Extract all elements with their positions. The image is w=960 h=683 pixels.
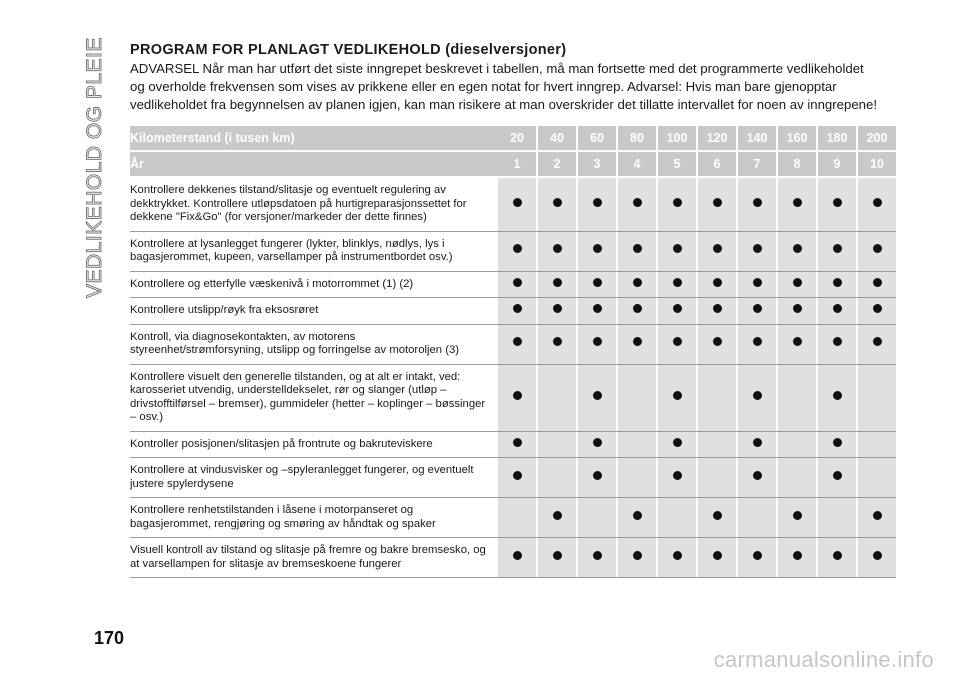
bullet-dot-icon: [553, 278, 562, 287]
bullet-dot-icon: [753, 278, 762, 287]
schedule-cell: [858, 498, 896, 538]
schedule-task-text: Kontrollere at lysanlegget fungerer (lykter, blinklys, nødlys, lys i bagasjerommet, kupeen, varsellamper på instrumentbordet osv.): [130, 232, 498, 272]
schedule-cell: [658, 498, 696, 538]
schedule-cell: [818, 432, 856, 459]
bullet-dot-icon: [833, 244, 842, 253]
schedule-cell: [698, 325, 736, 365]
bullet-dot-icon: [713, 337, 722, 346]
schedule-cell: [618, 178, 656, 232]
bullet-dot-icon: [553, 511, 562, 520]
schedule-row: [130, 432, 896, 459]
schedule-cell: [578, 365, 616, 432]
bullet-dot-icon: [833, 551, 842, 560]
schedule-cell: [698, 298, 736, 325]
bullet-dot-icon: [513, 471, 522, 480]
bullet-dot-icon: [873, 198, 882, 207]
bullet-dot-icon: [793, 551, 802, 560]
schedule-cell: [858, 458, 896, 498]
bullet-dot-icon: [633, 244, 642, 253]
bullet-dot-icon: [633, 304, 642, 313]
bullet-dot-icon: [713, 198, 722, 207]
schedule-cell: [498, 365, 536, 432]
mileage-header-row-cell: 40: [538, 126, 576, 152]
schedule-cell: [658, 272, 696, 299]
schedule-cell: [778, 432, 816, 459]
bullet-dot-icon: [513, 337, 522, 346]
year-header-row-cell: 6: [698, 152, 736, 178]
schedule-cell: [618, 232, 656, 272]
schedule-cell: [698, 272, 736, 299]
schedule-cell: [498, 325, 536, 365]
schedule-cell: [538, 178, 576, 232]
bullet-dot-icon: [753, 198, 762, 207]
schedule-cell: [658, 365, 696, 432]
bullet-dot-icon: [833, 391, 842, 400]
mileage-header-row-cell: 20: [498, 126, 536, 152]
schedule-cell: [738, 178, 776, 232]
bullet-dot-icon: [873, 551, 882, 560]
bullet-dot-icon: [713, 278, 722, 287]
bullet-dot-icon: [833, 278, 842, 287]
schedule-cell: [698, 178, 736, 232]
bullet-dot-icon: [593, 244, 602, 253]
schedule-cell: [698, 498, 736, 538]
schedule-cell: [658, 298, 696, 325]
bullet-dot-icon: [793, 198, 802, 207]
schedule-cell: [498, 232, 536, 272]
bullet-dot-icon: [513, 551, 522, 560]
bullet-dot-icon: [673, 244, 682, 253]
schedule-row: [130, 272, 896, 299]
bullet-dot-icon: [633, 337, 642, 346]
bullet-dot-icon: [873, 337, 882, 346]
bullet-dot-icon: [753, 304, 762, 313]
schedule-cell: [658, 232, 696, 272]
schedule-cell: [818, 458, 856, 498]
bullet-dot-icon: [873, 511, 882, 520]
schedule-cell: [618, 498, 656, 538]
schedule-cell: [818, 498, 856, 538]
year-header-row-cell: 3: [578, 152, 616, 178]
schedule-cell: [818, 365, 856, 432]
schedule-cell: [778, 325, 816, 365]
schedule-row: [130, 298, 896, 325]
bullet-dot-icon: [673, 198, 682, 207]
schedule-cell: [858, 538, 896, 578]
schedule-cell: [618, 365, 656, 432]
schedule-cell: [778, 232, 816, 272]
mileage-header-row-cell: 100: [658, 126, 696, 152]
bullet-dot-icon: [673, 551, 682, 560]
bullet-dot-icon: [673, 278, 682, 287]
schedule-cell: [738, 325, 776, 365]
mileage-header-row-cell: 60: [578, 126, 616, 152]
bullet-dot-icon: [793, 304, 802, 313]
schedule-cell: [778, 298, 816, 325]
bullet-dot-icon: [513, 304, 522, 313]
schedule-cell: [498, 538, 536, 578]
schedule-cell: [498, 498, 536, 538]
section-heading: PROGRAM FOR PLANLAGT VEDLIKEHOLD (dieselversjoner): [130, 42, 567, 58]
bullet-dot-icon: [793, 511, 802, 520]
schedule-cell: [698, 458, 736, 498]
schedule-task-text: Kontrollere visuelt den generelle tilstanden, og at alt er intakt, ved: karosseriet utvendig, understelldekselet, rør og slanger (utløp – drivstofftilførsel – bremser), gummideler (hetter – koplinger – bøssinger – osv.): [130, 365, 498, 432]
bullet-dot-icon: [553, 551, 562, 560]
schedule-cell: [618, 272, 656, 299]
schedule-task-text: Kontrollere utslipp/røyk fra eksosrøret: [130, 298, 498, 325]
bullet-dot-icon: [673, 471, 682, 480]
schedule-row: [130, 178, 896, 232]
schedule-cell: [618, 325, 656, 365]
bullet-dot-icon: [753, 471, 762, 480]
bullet-dot-icon: [673, 337, 682, 346]
mileage-header-row-cell: 120: [698, 126, 736, 152]
bullet-dot-icon: [593, 551, 602, 560]
bullet-dot-icon: [753, 244, 762, 253]
schedule-cell: [778, 178, 816, 232]
schedule-cell: [738, 498, 776, 538]
bullet-dot-icon: [793, 337, 802, 346]
mileage-header-row: [130, 126, 896, 152]
bullet-dot-icon: [513, 438, 522, 447]
year-header-row-cell: 9: [818, 152, 856, 178]
schedule-cell: [698, 538, 736, 578]
bullet-dot-icon: [673, 391, 682, 400]
bullet-dot-icon: [713, 551, 722, 560]
schedule-cell: [858, 325, 896, 365]
schedule-cell: [578, 432, 616, 459]
schedule-cell: [778, 272, 816, 299]
schedule-cell: [618, 298, 656, 325]
bullet-dot-icon: [553, 244, 562, 253]
schedule-cell: [498, 458, 536, 498]
bullet-dot-icon: [593, 438, 602, 447]
mileage-header-row-cell: 160: [778, 126, 816, 152]
schedule-cell: [858, 365, 896, 432]
bullet-dot-icon: [633, 551, 642, 560]
schedule-cell: [738, 538, 776, 578]
schedule-cell: [738, 272, 776, 299]
bullet-dot-icon: [713, 304, 722, 313]
bullet-dot-icon: [713, 511, 722, 520]
schedule-cell: [698, 232, 736, 272]
year-header-row-cell: 5: [658, 152, 696, 178]
schedule-cell: [858, 432, 896, 459]
year-header-row-cell: 2: [538, 152, 576, 178]
watermark-text: carmanualsonline.info: [713, 647, 934, 672]
schedule-cell: [498, 432, 536, 459]
schedule-row: [130, 325, 896, 365]
schedule-cell: [818, 298, 856, 325]
schedule-cell: [858, 178, 896, 232]
bullet-dot-icon: [793, 244, 802, 253]
bullet-dot-icon: [873, 244, 882, 253]
schedule-task-text: Kontrollere at vindusvisker og –spyleranlegget fungerer, og eventuelt justere spylerdysene: [130, 458, 498, 498]
bullet-dot-icon: [513, 278, 522, 287]
schedule-cell: [578, 538, 616, 578]
bullet-dot-icon: [833, 198, 842, 207]
bullet-dot-icon: [593, 471, 602, 480]
schedule-cell: [818, 325, 856, 365]
schedule-cell: [858, 298, 896, 325]
bullet-dot-icon: [593, 278, 602, 287]
schedule-cell: [538, 272, 576, 299]
bullet-dot-icon: [833, 438, 842, 447]
bullet-dot-icon: [673, 304, 682, 313]
schedule-cell: [538, 458, 576, 498]
schedule-cell: [538, 365, 576, 432]
schedule-task-text: Visuell kontroll av tilstand og slitasje på fremre og bakre bremsesko, og at varsellampen for slitasje av bremseskoene fungerer: [130, 538, 498, 578]
schedule-cell: [778, 538, 816, 578]
schedule-cell: [538, 498, 576, 538]
schedule-cell: [658, 325, 696, 365]
year-header-row-cell: 7: [738, 152, 776, 178]
schedule-cell: [578, 272, 616, 299]
schedule-cell: [778, 458, 816, 498]
year-header-row-cell: 4: [618, 152, 656, 178]
schedule-cell: [778, 365, 816, 432]
bullet-dot-icon: [633, 511, 642, 520]
year-header-row-cell: 1: [498, 152, 536, 178]
schedule-cell: [658, 178, 696, 232]
year-header-row-cell: 10: [858, 152, 896, 178]
bullet-dot-icon: [833, 337, 842, 346]
schedule-cell: [858, 272, 896, 299]
bullet-dot-icon: [753, 337, 762, 346]
bullet-dot-icon: [833, 471, 842, 480]
schedule-cell: [578, 178, 616, 232]
bullet-dot-icon: [873, 278, 882, 287]
schedule-cell: [698, 365, 736, 432]
bullet-dot-icon: [673, 438, 682, 447]
bullet-dot-icon: [873, 304, 882, 313]
page-content: [130, 42, 888, 578]
mileage-header-row-cell: 80: [618, 126, 656, 152]
bullet-dot-icon: [513, 198, 522, 207]
bullet-dot-icon: [753, 438, 762, 447]
bullet-dot-icon: [553, 337, 562, 346]
schedule-row: [130, 458, 896, 498]
schedule-row: [130, 232, 896, 272]
schedule-cell: [538, 432, 576, 459]
schedule-cell: [738, 432, 776, 459]
schedule-cell: [818, 232, 856, 272]
bullet-dot-icon: [593, 391, 602, 400]
chapter-side-title: VEDLIKEHOLD OG PLEIE: [83, 37, 106, 298]
schedule-cell: [618, 432, 656, 459]
schedule-cell: [538, 325, 576, 365]
year-header-row-label: År: [130, 152, 498, 178]
schedule-cell: [778, 498, 816, 538]
schedule-row: [130, 498, 896, 538]
bullet-dot-icon: [513, 391, 522, 400]
schedule-cell: [818, 538, 856, 578]
schedule-cell: [498, 272, 536, 299]
schedule-task-text: Kontrollere renhetstilstanden i låsene i motorpanseret og bagasjerommet, rengjøring og smøring av håndtak og spaker: [130, 498, 498, 538]
bullet-dot-icon: [513, 244, 522, 253]
schedule-row: [130, 365, 896, 432]
schedule-task-text: Kontroll, via diagnosekontakten, av motorens styreenhet/strømforsyning, utslipp og forringelse av motoroljen (3): [130, 325, 498, 365]
mileage-header-row-cell: 200: [858, 126, 896, 152]
schedule-cell: [538, 232, 576, 272]
mileage-header-row-cell: 180: [818, 126, 856, 152]
bullet-dot-icon: [593, 304, 602, 313]
schedule-cell: [618, 538, 656, 578]
schedule-cell: [738, 232, 776, 272]
warning-paragraph: ADVARSEL Når man har utført det siste inngrepet beskrevet i tabellen, må man fortsette med det programmerte vedlikeholdet og overholde frekvensen som vises av prikkene eller en egen notat for hvert inngrep. Advarsel: Hvis man bare gjenopptar vedlikeholdet fra begynnelsen av planen igjen, kan man risikere at man overskrider det tillatte intervallet for noen av inngrepene!: [130, 61, 877, 112]
schedule-cell: [658, 538, 696, 578]
year-header-row-cell: 8: [778, 152, 816, 178]
mileage-header-row-cell: 140: [738, 126, 776, 152]
schedule-cell: [618, 458, 656, 498]
schedule-cell: [578, 232, 616, 272]
schedule-cell: [818, 178, 856, 232]
schedule-cell: [498, 178, 536, 232]
schedule-cell: [578, 298, 616, 325]
schedule-cell: [658, 458, 696, 498]
bullet-dot-icon: [593, 337, 602, 346]
schedule-cell: [858, 232, 896, 272]
schedule-cell: [538, 298, 576, 325]
schedule-task-text: Kontroller posisjonen/slitasjen på frontrute og bakruteviskere: [130, 432, 498, 459]
bullet-dot-icon: [633, 278, 642, 287]
schedule-task-text: Kontrollere dekkenes tilstand/slitasje og eventuelt regulering av dekktrykket. Kontrollere utløpsdatoen på hurtigreparasjonssettet for dekkene "Fix&Go" (for versjoner/markeder der dette finnes): [130, 178, 498, 232]
bullet-dot-icon: [793, 278, 802, 287]
bullet-dot-icon: [593, 198, 602, 207]
bullet-dot-icon: [753, 391, 762, 400]
bullet-dot-icon: [553, 304, 562, 313]
schedule-cell: [738, 365, 776, 432]
mileage-header-row-label: Kilometerstand (i tusen km): [130, 126, 498, 152]
bullet-dot-icon: [553, 198, 562, 207]
schedule-cell: [738, 458, 776, 498]
schedule-cell: [818, 272, 856, 299]
page-number: 170: [94, 628, 125, 648]
bullet-dot-icon: [713, 244, 722, 253]
schedule-cell: [578, 458, 616, 498]
schedule-cell: [698, 432, 736, 459]
schedule-cell: [738, 298, 776, 325]
bullet-dot-icon: [633, 198, 642, 207]
maintenance-schedule-table: [130, 126, 896, 578]
schedule-cell: [658, 432, 696, 459]
year-header-row: [130, 152, 896, 178]
schedule-row: [130, 538, 896, 578]
schedule-cell: [498, 298, 536, 325]
bullet-dot-icon: [833, 304, 842, 313]
schedule-cell: [578, 325, 616, 365]
schedule-task-text: Kontrollere og etterfylle væskenivå i motorrommet (1) (2): [130, 272, 498, 299]
schedule-cell: [578, 498, 616, 538]
schedule-cell: [538, 538, 576, 578]
bullet-dot-icon: [753, 551, 762, 560]
